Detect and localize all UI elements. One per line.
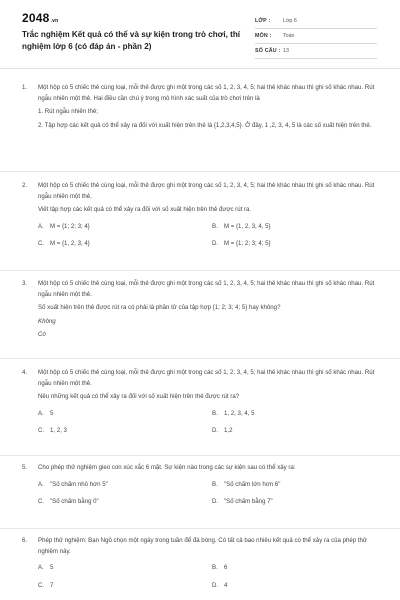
option-b[interactable] [212, 409, 386, 420]
question-text: Một hộp có 5 chiếc thẻ cùng loại, mỗi thẻ được ghi một trong các số 1, 2, 3, 4, 5; hai thẻ khác nhau thì ghi số khác nhau. Rút ngẫu nhiên một thẻ. [38, 280, 375, 298]
question-divider [0, 270, 400, 271]
option-c[interactable] [38, 497, 212, 508]
question-text: Một hộp có 5 chiếc thẻ cùng loại, mỗi thẻ được ghi một trong các số 1, 2, 3, 4, 5; hai thẻ khác nhau thì ghi số khác nhau. Rút ngẫu nhiên một thẻ. Hai điều cần chú ý trong mô hình xác suất của trò chơi trên là [38, 84, 375, 102]
option-letter: A. [38, 222, 44, 230]
question-number: 4. [22, 369, 28, 376]
option-text: 1, 2, 3 [50, 427, 67, 435]
question-number: 3. [22, 280, 28, 287]
question-text: Một hộp có 5 chiếc thẻ cùng loại, mỗi thẻ được ghi một trong các số 1, 2, 3, 4, 5; hai thẻ khác nhau thì ghi số khác nhau. Rút ngẫu nhiên một thẻ. [38, 182, 375, 200]
option-a[interactable] [38, 222, 212, 233]
options-grid [38, 480, 383, 508]
page-title: Trắc nghiệm Kết quả có thể và sự kiện trong trò chơi, thí nghiệm lớp 6 (có đáp án - phần 2) [22, 30, 241, 51]
option-c[interactable] [38, 239, 212, 250]
meta-value: Toán [283, 33, 295, 39]
option-text: "Số chấm lớn hơn 6" [224, 480, 281, 488]
option-b[interactable] [212, 563, 386, 574]
option-text: M = {1, 2, 3, 4} [50, 240, 90, 248]
option-text: 5 [50, 564, 54, 572]
question-body [38, 536, 383, 591]
meta-table [255, 14, 377, 59]
option-letter: C. [38, 427, 45, 435]
question-divider [0, 528, 400, 529]
option-letter: B. [212, 564, 218, 572]
option-letter: D. [212, 427, 219, 435]
option-letter: D. [212, 581, 219, 589]
meta-value: Lớp 6 [283, 18, 297, 24]
meta-row-class [255, 14, 377, 29]
option-text: 5 [50, 409, 54, 417]
option-text: M = {1; 2; 3; 4} [50, 222, 90, 230]
option-c[interactable] [38, 426, 212, 437]
meta-key: LỚP : [255, 18, 271, 24]
option-text: "Số chấm bằng 7" [224, 498, 273, 506]
meta-value: 13 [283, 48, 289, 54]
question-body [38, 83, 383, 134]
option-d[interactable] [212, 497, 386, 508]
option-a[interactable] [38, 563, 212, 574]
option-letter: A. [38, 564, 44, 572]
logo-text: 2048 [22, 11, 50, 25]
page-header [0, 0, 400, 68]
question-body [38, 279, 383, 344]
option-letter: A. [38, 480, 44, 488]
logo-suffix: .vn [50, 18, 59, 24]
option-a[interactable] [38, 480, 212, 491]
question-number: 6. [22, 537, 28, 544]
option-letter: C. [38, 581, 45, 589]
answer-option-yes[interactable]: Có [38, 331, 46, 339]
option-letter: D. [212, 240, 219, 248]
question-prompt: Viết tập hợp các kết quả có thể xảy ra đối với số xuất hiện trên thẻ được rút ra. [38, 206, 252, 214]
option-text: 4 [224, 581, 228, 589]
question-body [38, 181, 383, 250]
meta-key: MÔN : [255, 33, 272, 39]
option-text: "Số chấm nhỏ hơn 5" [50, 480, 108, 488]
question-text: Một hộp có 5 chiếc thẻ cùng loại, mỗi thẻ được ghi một trong các số 1, 2, 3, 4, 5; hai thẻ khác nhau thì ghi số khác nhau. Rút ngẫu nhiên một thẻ. [38, 369, 375, 387]
question-number: 2. [22, 182, 28, 189]
question-number: 5. [22, 464, 28, 471]
option-b[interactable] [212, 480, 386, 491]
question-divider [0, 171, 400, 172]
option-letter: B. [212, 409, 218, 417]
options-grid [38, 563, 383, 591]
option-text: 7 [50, 581, 54, 589]
question-text: Cho phép thử nghiệm gieo con xúc xắc 6 mặt. Sự kiện nào trong các sự kiện sau có thể xảy ra: [38, 464, 296, 471]
question-prompt: Số xuất hiện trên thẻ được rút ra có phải là phần tử của tập hợp {1; 2; 3; 4; 5} hay không? [38, 304, 281, 312]
question-note: 2. Tập hợp các kết quả có thể xảy ra đối với xuất hiện trên thẻ là {1,2,3,4,5}. Ở đây, 1 ,2, 3, 4, 5 là các số xuất hiện trên thẻ. [38, 121, 372, 129]
option-text: 1,2 [224, 427, 233, 435]
option-letter: C. [38, 240, 45, 248]
option-letter: B. [212, 480, 218, 488]
site-logo[interactable] [22, 11, 58, 25]
option-text: 6 [224, 564, 228, 572]
question-body [38, 368, 383, 437]
question-note: 1. Rút ngẫu nhiên thẻ; [38, 108, 98, 116]
option-d[interactable] [212, 581, 386, 592]
option-c[interactable] [38, 581, 212, 592]
meta-key: SỐ CÂU : [255, 48, 281, 54]
question-text: Phép thử nghiệm: Bạn Ngô chọn một ngày trong tuần để đá bóng. Có tất cả bao nhiêu kết quả có thể xảy ra của phép thử nghiệm này. [38, 537, 367, 555]
option-text: 1, 2, 3, 4, 5 [224, 409, 255, 417]
question-prompt: Nêu những kết quả có thể xảy ra đối với số xuất hiện trên thẻ được rút ra? [38, 393, 240, 401]
option-text: M = {1, 2, 3, 4, 5} [224, 222, 271, 230]
header-divider [0, 68, 400, 69]
option-b[interactable] [212, 222, 386, 233]
option-letter: C. [38, 498, 45, 506]
question-number: 1. [22, 84, 28, 91]
meta-row-subject [255, 29, 377, 44]
option-d[interactable] [212, 426, 386, 437]
question-body [38, 463, 383, 508]
options-grid [38, 222, 383, 250]
option-letter: A. [38, 409, 44, 417]
meta-row-count [255, 44, 377, 59]
option-d[interactable] [212, 239, 386, 250]
option-text: "Số chấm bằng 0" [50, 498, 99, 506]
question-divider [0, 455, 400, 456]
option-text: M = {1; 2; 3; 4; 5} [224, 240, 271, 248]
answer-option-no[interactable]: Không [38, 317, 56, 325]
options-grid [38, 409, 383, 437]
option-letter: B. [212, 222, 218, 230]
question-divider [0, 358, 400, 359]
option-a[interactable] [38, 409, 212, 420]
option-letter: D. [212, 498, 219, 506]
